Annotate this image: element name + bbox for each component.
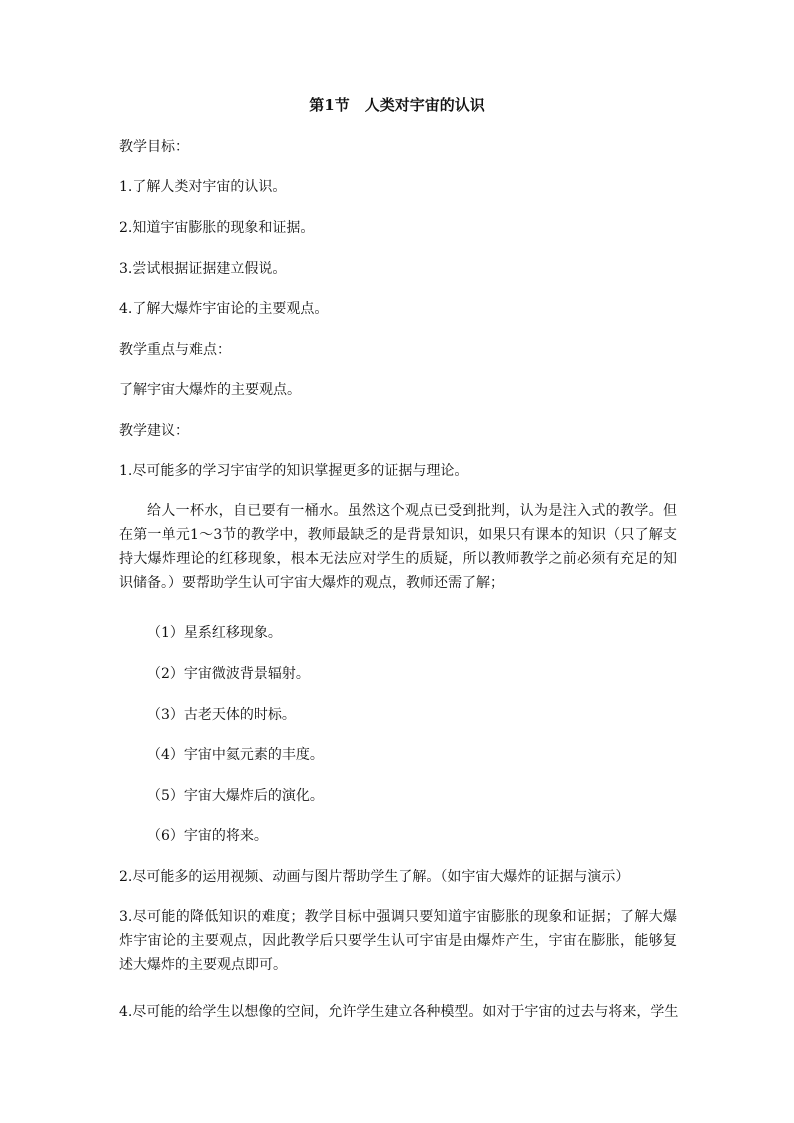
goal-item-2: 2.知道宇宙膨胀的现象和证据。 — [119, 220, 315, 236]
key-points-heading: 教学重点与难点： — [119, 342, 231, 358]
sub-item-5: （5）宇宙大爆炸后的演化。 — [147, 788, 324, 804]
goal-item-3: 3.尝试根据证据建立假说。 — [119, 261, 287, 277]
goal-item-1: 1.了解人类对宇宙的认识。 — [119, 179, 287, 195]
sub-item-2: （2）宇宙微波背景辐射。 — [147, 666, 310, 682]
suggestion-4: 4.尽可能的给学生以想像的空间，允许学生建立各种模型。如对于宇宙的过去与将来，学生 — [119, 1004, 679, 1020]
sub-item-1: （1）星系红移现象。 — [147, 625, 282, 641]
sub-item-4: （4）宇宙中氦元素的丰度。 — [147, 747, 324, 763]
goal-item-4: 4.了解大爆炸宇宙论的主要观点。 — [119, 301, 329, 317]
suggestions-heading: 教学建议： — [119, 423, 189, 439]
sub-item-3: （3）古老天体的时标。 — [147, 707, 296, 723]
suggestion-1: 1.尽可能多的学习宇宙学的知识掌握更多的证据与理论。 — [119, 463, 469, 479]
document-title: 第1节 人类对宇宙的认识 — [309, 96, 485, 114]
key-points-text: 了解宇宙大爆炸的主要观点。 — [119, 382, 301, 398]
suggestion-2: 2.尽可能多的运用视频、动画与图片帮助学生了解。（如宇宙大爆炸的证据与演示） — [119, 869, 630, 885]
sub-item-6: （6）宇宙的将来。 — [147, 828, 268, 844]
suggestion-3: 3.尽可能的降低知识的难度；教学目标中强调只要知道宇宙膨胀的现象和证据；了解大爆炸宇宙论的主要观点，因此教学后只要学生认可宇宙是由爆炸产生，宇宙在膨胀，能够复述大爆炸的主要观点即可。 — [119, 909, 677, 973]
goals-heading: 教学目标： — [119, 139, 189, 155]
suggestion-1-paragraph: 给人一杯水，自已要有一桶水。虽然这个观点已受到批判，认为是注入式的教学。但在第一单元1～3节的教学中，教师最缺乏的是背景知识，如果只有课本的知识（只了解支持大爆炸理论的红移现象，根本无法应对学生的质疑，所以教师教学之前必须有充足的知识储备。）要帮助学生认可宇宙大爆炸的观点，教师还需了解； — [119, 503, 677, 591]
